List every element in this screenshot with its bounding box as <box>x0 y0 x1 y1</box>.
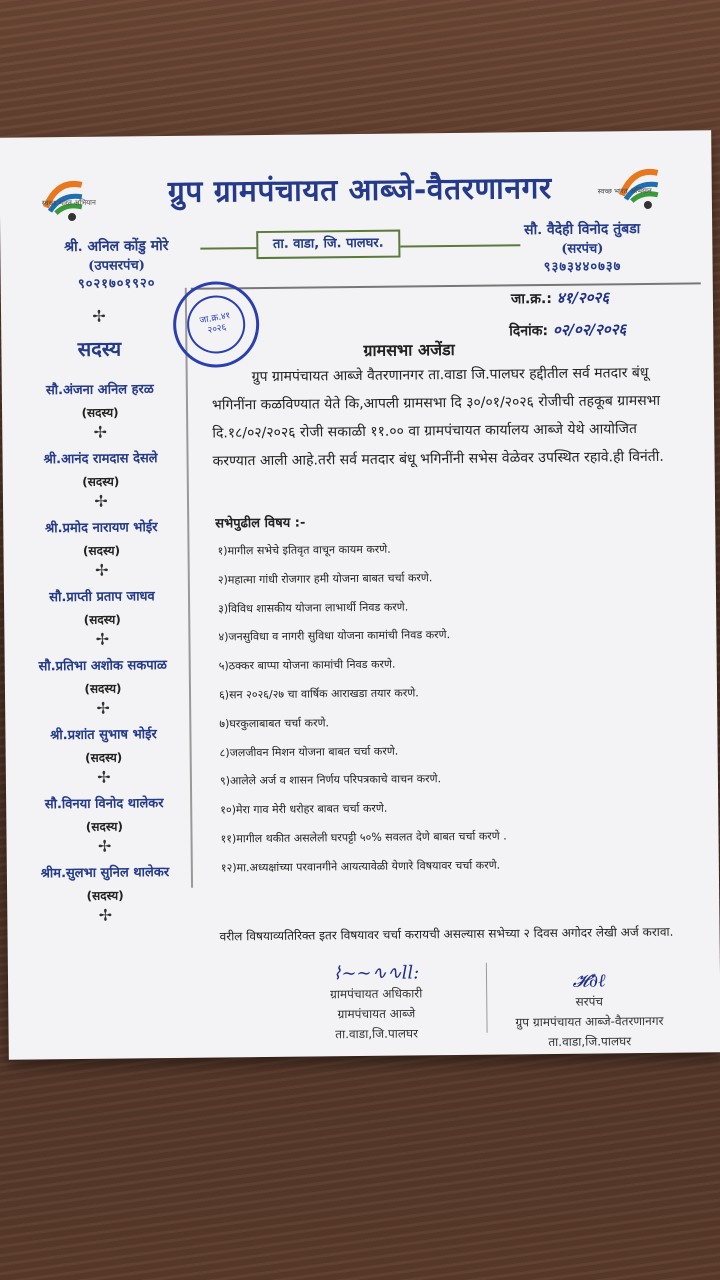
agenda-item: १२)मा.अध्यक्षांच्या परवानगीने आयत्यावेळी येणारे विषयावर चर्चा करणे. <box>220 858 501 875</box>
agenda-heading: ग्रामसभा अजेंडा <box>363 339 455 360</box>
star-icon: ✢ <box>94 560 109 580</box>
officer-address: ता.वाडा,जि.पालघर <box>335 1026 419 1042</box>
member-role: (सदस्य) <box>82 543 121 558</box>
member-name: सौ.प्राप्ती प्रताप जाधव <box>49 589 155 606</box>
ref-value: ४१/२०२६ <box>556 288 610 307</box>
sidebar-divider <box>185 288 193 888</box>
sarpanch-signature: 𝓗∂ℓ <box>572 970 606 992</box>
star-icon: ✢ <box>96 698 110 718</box>
star-icon: ✢ <box>93 422 108 442</box>
member-name: श्रीम.सुलभा सुनिल थालेकर <box>40 865 170 882</box>
member-role: (सदस्य) <box>84 681 122 696</box>
footer-note: वरील विषयाव्यतिरिक्त इतर विषयावर चर्चा करायची असल्यास सभेच्या २ दिवस अगोदर लेखी अर्ज करावा. <box>219 924 674 944</box>
member-role: (सदस्य) <box>85 819 124 834</box>
subjects-list <box>217 538 701 889</box>
address-box: ता. वाडा, जि. पालघर. <box>256 230 400 260</box>
ref-label: जा.क्र.: <box>510 290 553 308</box>
members-sidebar <box>19 304 186 933</box>
reference-number <box>511 287 609 308</box>
star-icon: ✢ <box>98 905 113 925</box>
members-title: सदस्य <box>77 336 122 361</box>
stamp-ref: जा.क्र.४१ <box>198 311 232 327</box>
member-item <box>23 724 184 791</box>
agenda-item: ३)विविध शासकीय योजना लाभार्थी निवड करणे. <box>218 600 409 616</box>
deputy-phone: ९०२१७०१९२० <box>77 276 156 292</box>
logo-caption-right: स्वच्छ भारत अभियान <box>597 186 652 196</box>
agenda-item: ८)जलजीवन मिशन योजना बाबत चर्चा करणे. <box>219 744 399 760</box>
agenda-item: ९)आलेले अर्ज व शासन निर्णय परिपत्रकाचे वाचन करणे. <box>219 772 442 788</box>
member-role: (सदस्य) <box>83 612 121 627</box>
sarpanch-sig-office: ग्रुप ग्रामपंचायत आब्जे-वैतरणानगर <box>515 1013 664 1030</box>
member-name: श्री.आनंद रामदास देसले <box>43 451 158 468</box>
agenda-item: ५)ठक्कर बाप्पा योजना कामांची निवड करणे. <box>218 657 396 673</box>
member-name: श्री.प्रमोद नारायण भोईर <box>44 520 158 537</box>
page-title: ग्रुप ग्रामपंचायत आब्जे-वैतरणानगर <box>167 170 552 210</box>
agenda-item: ४)जनसुविधा व नागरी सुविधा योजना कामांची निवड करणे. <box>218 628 451 644</box>
date-label: दिनांक: <box>509 323 549 340</box>
member-item <box>20 448 181 515</box>
deputy-sarpanch-block <box>16 235 217 292</box>
member-item <box>24 793 185 860</box>
signature-divider <box>486 963 488 1033</box>
member-name: सौ.अंजना अनिल हरळ <box>45 382 154 399</box>
star-icon: ✢ <box>95 629 110 649</box>
sarpanch-block <box>482 219 683 276</box>
officer-signature-block <box>276 963 477 1045</box>
agenda-item: १)मागील सभेचे इतिवृत वाचून कायम करणे. <box>217 542 391 558</box>
agenda-item: ७)घरकुलाबाबत चर्चा करणे. <box>219 716 330 731</box>
member-name: श्री.प्रशांत सुभाष भोईर <box>50 727 157 744</box>
date-value: ०२/०२/२०२६ <box>552 320 627 339</box>
officer-office: ग्रामपंचायत आब्जे <box>337 1006 416 1022</box>
star-icon: ✢ <box>94 491 108 511</box>
officer-title: ग्रामपंचायत अधिकारी <box>329 986 423 1002</box>
agenda-item: १०)मेरा गाव मेरी धरोहर बाबत चर्चा करणे. <box>220 801 388 817</box>
deputy-name: श्री. अनिल कोंडु मोरे <box>64 237 169 256</box>
star-icon: ✢ <box>97 767 111 787</box>
notice-body: ग्रुप ग्रामपंचायत आब्जे वैतरणानगर ता.वाडा जि.पालघर हद्दीतील सर्व मतदार बंधू भगिनींना कळविण्यात येते कि,आपली ग्रामसभा दि ३०/०१/२०२६ रोजीची तहकूब ग्रामसभा दि.१८/०२/२०२६ रोजी सकाळी ११.०० वा ग्रामपंचायत कार्यालय आब्जे येथे आयोजित करण्यात आली आहे.तरी सर्व मतदार बंधू भगिनींनी सभेस वेळेवर उपस्थित रहावे.ही विनंती. <box>211 364 664 470</box>
sarpanch-sig-address: ता.वाडा,जि.पालघर <box>548 1034 632 1050</box>
subjects-title: सभेपुढील विषय :- <box>215 515 306 532</box>
letter-date <box>509 319 626 340</box>
deputy-role: (उपसरपंच) <box>88 258 145 274</box>
sarpanch-signature-block <box>494 971 685 1053</box>
letter-paper <box>0 130 720 1059</box>
members-list <box>20 379 186 929</box>
header-divider <box>191 282 701 289</box>
member-name: सौ.विनया विनोद थालेकर <box>44 796 164 813</box>
logo-caption-left: स्वच्छ भारत अभियान <box>41 198 96 208</box>
member-item <box>20 379 181 446</box>
star-icon: ✢ <box>92 306 106 326</box>
star-icon: ✢ <box>97 836 112 856</box>
sarpanch-role: (सरपंच) <box>561 241 604 257</box>
member-role: (सदस्य) <box>81 405 119 420</box>
agenda-item: २)महात्मा गांधी रोजगार हमी योजना बाबत चर्चा करणे. <box>217 571 433 587</box>
agenda-item: ६)सन २०२६/२७ चा वार्षिक आराखडा तयार करणे. <box>218 686 419 702</box>
member-item <box>25 862 186 929</box>
sarpanch-name: सौ. वैदेही विनोद तुंबडा <box>523 221 641 239</box>
member-item <box>22 586 183 653</box>
sarpanch-sig-title: सरपंच <box>575 994 604 1009</box>
member-item <box>21 517 182 584</box>
officer-signature: ⌇~~∿∿ll: <box>332 962 420 985</box>
member-item <box>23 655 184 722</box>
member-role: (सदस्य) <box>86 888 124 903</box>
sarpanch-phone: ९३७३४४०७३७ <box>543 259 622 276</box>
member-role: (सदस्य) <box>85 750 123 765</box>
member-role: (सदस्य) <box>82 474 120 489</box>
agenda-item: ११)मागील थकीत असलेली घरपट्टी ५०% सवलत देणे बाबत चर्चा करणे . <box>220 829 507 846</box>
member-name: सौ.प्रतिभा अशोक सकपाळ <box>38 658 167 675</box>
stamp-year: २०२६ <box>206 322 228 337</box>
